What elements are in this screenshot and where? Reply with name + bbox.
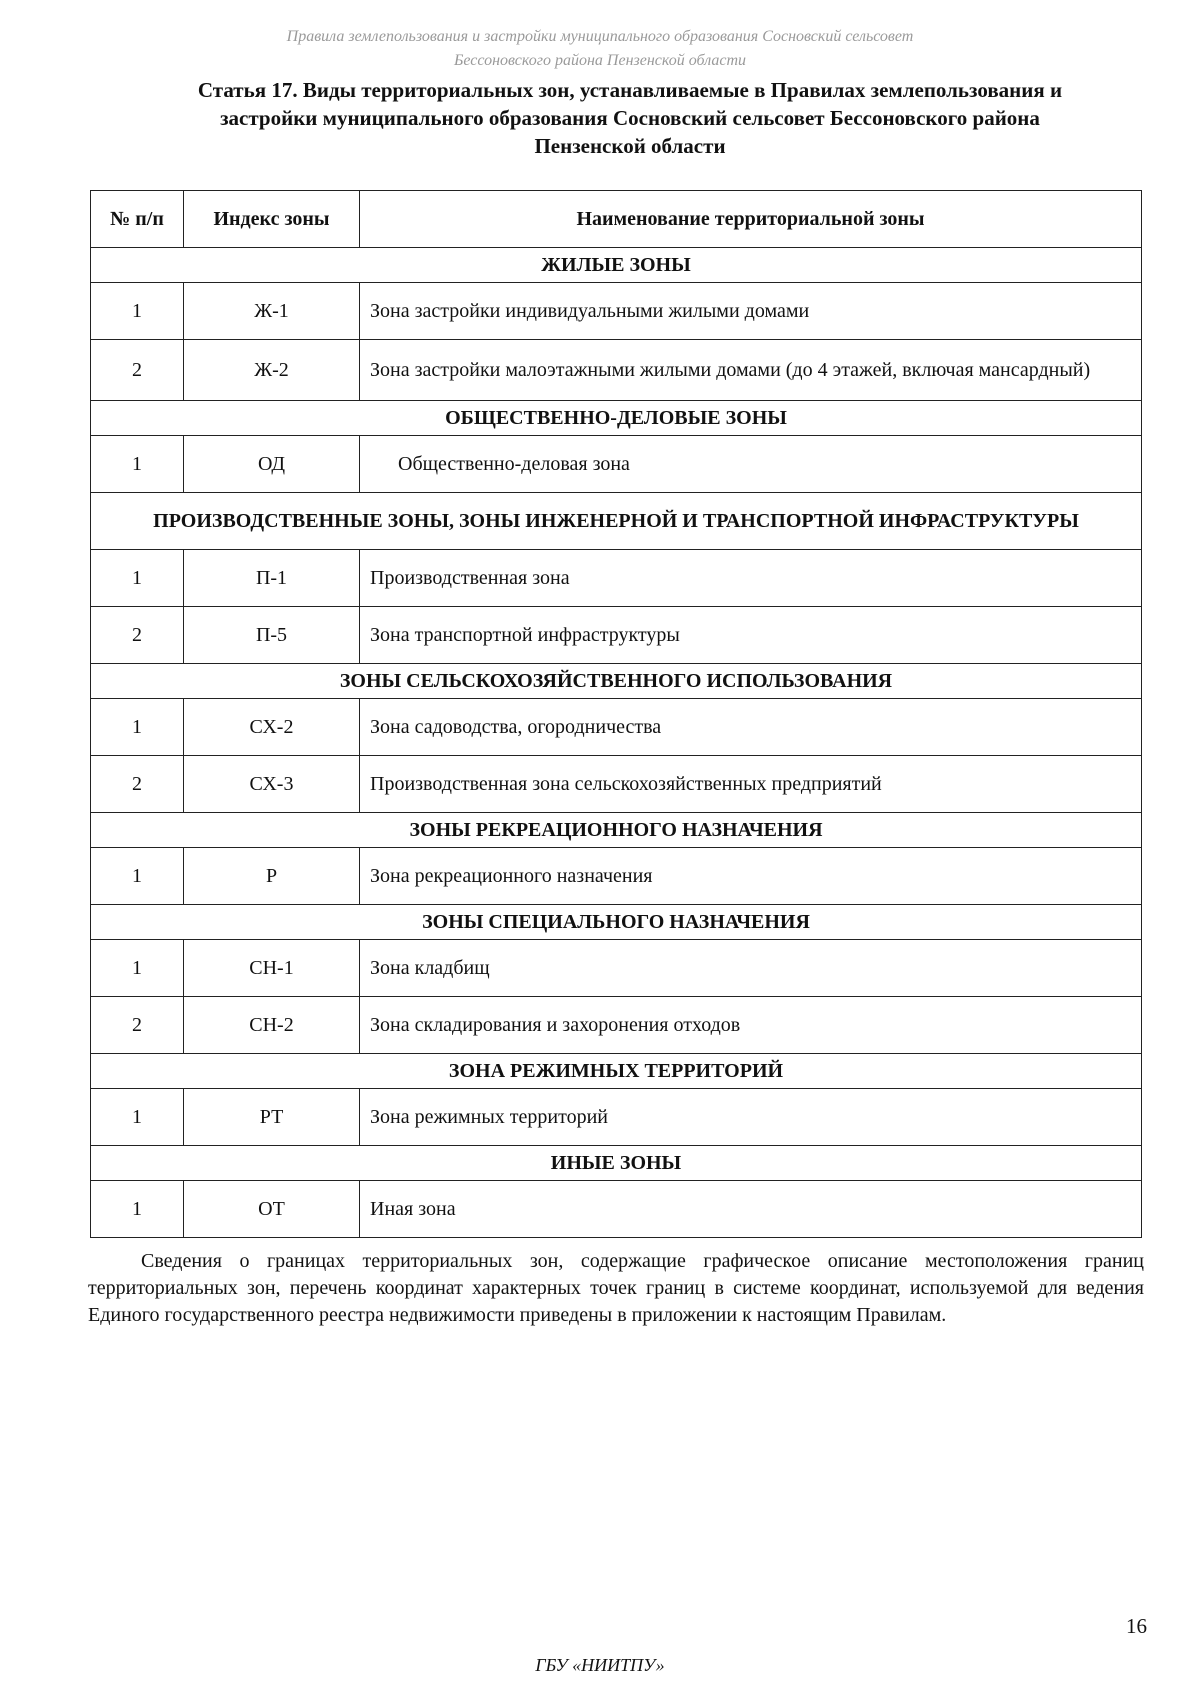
- section-row-residential: [91, 248, 1142, 283]
- row-number: 2: [91, 997, 184, 1054]
- zone-name: Зона садоводства, огородничества: [360, 699, 1142, 756]
- zone-index: СХ-2: [184, 699, 360, 756]
- table-row: [91, 550, 1142, 607]
- section-row-agricultural: [91, 664, 1142, 699]
- zone-index: ОД: [184, 436, 360, 493]
- zone-index: Ж-1: [184, 283, 360, 340]
- table-row: [91, 940, 1142, 997]
- section-title: ОБЩЕСТВЕННО-ДЕЛОВЫЕ ЗОНЫ: [91, 401, 1142, 436]
- section-row-special: [91, 905, 1142, 940]
- table-row: [91, 699, 1142, 756]
- zone-index: П-1: [184, 550, 360, 607]
- row-number: 1: [91, 436, 184, 493]
- table-row: [91, 848, 1142, 905]
- zone-name: Зона режимных территорий: [360, 1089, 1142, 1146]
- row-number: 1: [91, 699, 184, 756]
- zone-index: П-5: [184, 607, 360, 664]
- table-row: [91, 283, 1142, 340]
- row-number: 1: [91, 848, 184, 905]
- header-number: № п/п: [91, 191, 184, 248]
- row-number: 1: [91, 1181, 184, 1238]
- table-row: [91, 340, 1142, 401]
- row-number: 1: [91, 940, 184, 997]
- section-row-business: [91, 401, 1142, 436]
- section-title: ЗОНЫ СПЕЦИАЛЬНОГО НАЗНАЧЕНИЯ: [91, 905, 1142, 940]
- article-title: [130, 76, 1130, 160]
- section-title: ЗОНЫ РЕКРЕАЦИОННОГО НАЗНАЧЕНИЯ: [91, 813, 1142, 848]
- article-title-line-2: застройки муниципального образования Сосновский сельсовет Бессоновского района: [220, 106, 1040, 130]
- section-title: ЗОНЫ СЕЛЬСКОХОЗЯЙСТВЕННОГО ИСПОЛЬЗОВАНИЯ: [91, 664, 1142, 699]
- section-title: ЖИЛЫЕ ЗОНЫ: [91, 248, 1142, 283]
- table-row: [91, 1181, 1142, 1238]
- table-row: [91, 436, 1142, 493]
- zone-name: Зона транспортной инфраструктуры: [360, 607, 1142, 664]
- body-paragraph: Сведения о границах территориальных зон, содержащие графическое описание местоположения границ территориальных зон, перечень координат характерных точек границ в системе координат, используемой для ведения Единого государственного реестра недвижимости приведены в приложении к настоящим Правилам.: [88, 1250, 1144, 1326]
- zone-index: Ж-2: [184, 340, 360, 401]
- section-row-industrial: [91, 493, 1142, 550]
- zone-name: Общественно-деловая зона: [360, 436, 1142, 493]
- row-number: 1: [91, 1089, 184, 1146]
- header-zone-name: Наименование территориальной зоны: [360, 191, 1142, 248]
- table-row: [91, 756, 1142, 813]
- page-footer: ГБУ «НИИТПУ»: [535, 1655, 665, 1675]
- zone-index: Р: [184, 848, 360, 905]
- article-title-line-1: Статья 17. Виды территориальных зон, устанавливаемые в Правилах землепользования и: [197, 78, 1063, 102]
- table-row: [91, 1089, 1142, 1146]
- running-header-line-2: Бессоновского района Пензенской области: [453, 52, 747, 69]
- row-number: 2: [91, 340, 184, 401]
- zone-index: СН-1: [184, 940, 360, 997]
- zone-name: Зона рекреационного назначения: [360, 848, 1142, 905]
- row-number: 2: [91, 607, 184, 664]
- zone-name: Производственная зона сельскохозяйственных предприятий: [360, 756, 1142, 813]
- zone-name: Зона кладбищ: [360, 940, 1142, 997]
- zone-name: Зона складирования и захоронения отходов: [360, 997, 1142, 1054]
- zone-name: Зона застройки малоэтажными жилыми домами (до 4 этажей, включая мансардный): [360, 340, 1142, 401]
- section-row-recreational: [91, 813, 1142, 848]
- zone-index: СН-2: [184, 997, 360, 1054]
- section-title: ПРОИЗВОДСТВЕННЫЕ ЗОНЫ, ЗОНЫ ИНЖЕНЕРНОЙ И ТРАНСПОРТНОЙ ИНФРАСТРУКТУРЫ: [91, 493, 1142, 550]
- section-row-other: [91, 1146, 1142, 1181]
- table-header-row: [91, 191, 1142, 248]
- zone-index: ОТ: [184, 1181, 360, 1238]
- table-row: [91, 607, 1142, 664]
- zone-name: Зона застройки индивидуальными жилыми домами: [360, 283, 1142, 340]
- row-number: 2: [91, 756, 184, 813]
- section-title: ЗОНА РЕЖИМНЫХ ТЕРРИТОРИЙ: [91, 1054, 1142, 1089]
- section-row-restricted: [91, 1054, 1142, 1089]
- article-title-line-3: Пензенской области: [534, 134, 726, 158]
- page-number: 16: [1126, 1614, 1147, 1638]
- running-header-line-1: Правила землепользования и застройки муниципального образования Сосновский сельсовет: [286, 28, 914, 45]
- table-row: [91, 997, 1142, 1054]
- zone-index: СХ-3: [184, 756, 360, 813]
- zone-name: Производственная зона: [360, 550, 1142, 607]
- header-zone-index: Индекс зоны: [184, 191, 360, 248]
- zone-name: Иная зона: [360, 1181, 1142, 1238]
- row-number: 1: [91, 550, 184, 607]
- section-title: ИНЫЕ ЗОНЫ: [91, 1146, 1142, 1181]
- zone-index: РТ: [184, 1089, 360, 1146]
- row-number: 1: [91, 283, 184, 340]
- zones-table: [90, 190, 1142, 1238]
